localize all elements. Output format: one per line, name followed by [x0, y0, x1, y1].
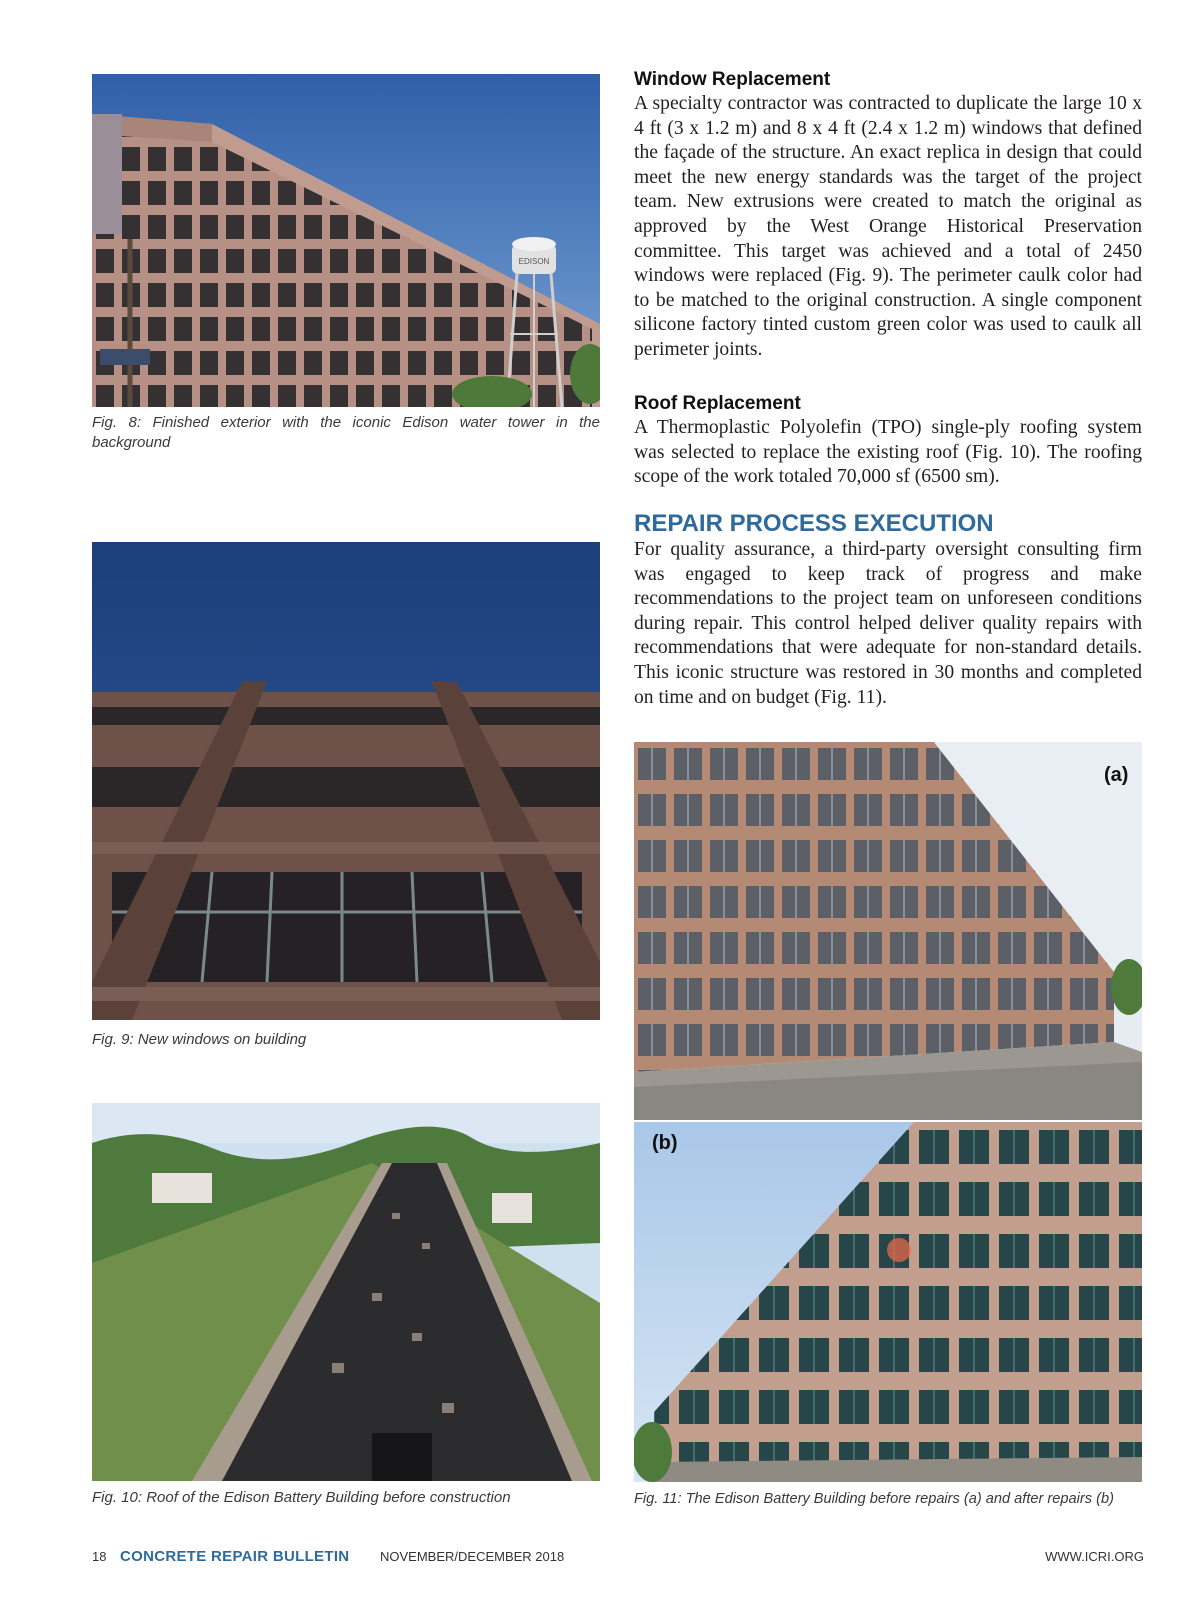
repair-process-body: For quality assurance, a third-party oversight consulting firm was engaged to keep track of progress and make recommendations to the project team on unforeseen conditions during repair. This control helped deliver quality repairs with recommendations that were adequate for non-standard details. This iconic structure was restored in 30 months and completed on time and on budget (Fig. 11).: [634, 539, 1142, 708]
page-footer: [92, 1546, 1144, 1568]
roof-replacement-body: A Thermoplastic Polyolefin (TPO) single-ply roofing system was selected to replace the existing roof (Fig. 10). The roofing scope of the work totaled 70,000 sf (6500 sm).: [634, 417, 1142, 488]
fig11-caption: Fig. 11: The Edison Battery Building before repairs (a) and after repairs (b): [634, 1491, 1114, 1507]
fig11b-label: (b): [652, 1132, 678, 1154]
fig8-photo: [92, 74, 600, 407]
tower-lettering: EDISON: [518, 257, 550, 266]
window-replacement-body: A specialty contractor was contracted to duplicate the large 10 x 4 ft (3 x 1.2 m) and 8 x 4 ft (2.4 x 1.2 m) windows that defined the façade of the structure. An exact replica in design that could meet the new energy standards was the target of the project team. New extrusions were created to match the original as approved by the West Orange Historical Preservation committee. This target was achieved and a total of 2450 windows were replaced (Fig. 9). The perimeter caulk color had to be matched to the original construction. A single component silicone factory tinted custom green color was used to caulk all perimeter joints.: [634, 93, 1142, 360]
fig11a-label: (a): [1104, 764, 1129, 786]
repair-process-heading: REPAIR PROCESS EXECUTION: [634, 510, 994, 537]
page-number: 18: [92, 1549, 107, 1564]
roof-replacement-heading: Roof Replacement: [634, 393, 801, 414]
window-replacement-section: [634, 68, 1142, 363]
fig10-photo: [92, 1103, 600, 1481]
website-url: WWW.ICRI.ORG: [1045, 1549, 1144, 1564]
fig11a-photo: [634, 742, 1142, 1120]
fig11b-photo: [634, 1122, 1142, 1482]
publication-name: CONCRETE REPAIR BULLETIN: [120, 1548, 350, 1565]
repair-process-section: [634, 510, 1142, 710]
fig9-caption: Fig. 9: New windows on building: [92, 1031, 307, 1048]
fig8-caption: Fig. 8: Finished exterior with the iconic Edison water tower in the background: [92, 414, 600, 451]
window-replacement-heading: Window Replacement: [634, 69, 831, 90]
fig9-photo: [92, 542, 600, 1020]
issue-date: NOVEMBER/DECEMBER 2018: [380, 1549, 565, 1564]
roof-replacement-section: [634, 392, 1142, 490]
fig10-caption: Fig. 10: Roof of the Edison Battery Building before construction: [92, 1489, 511, 1506]
